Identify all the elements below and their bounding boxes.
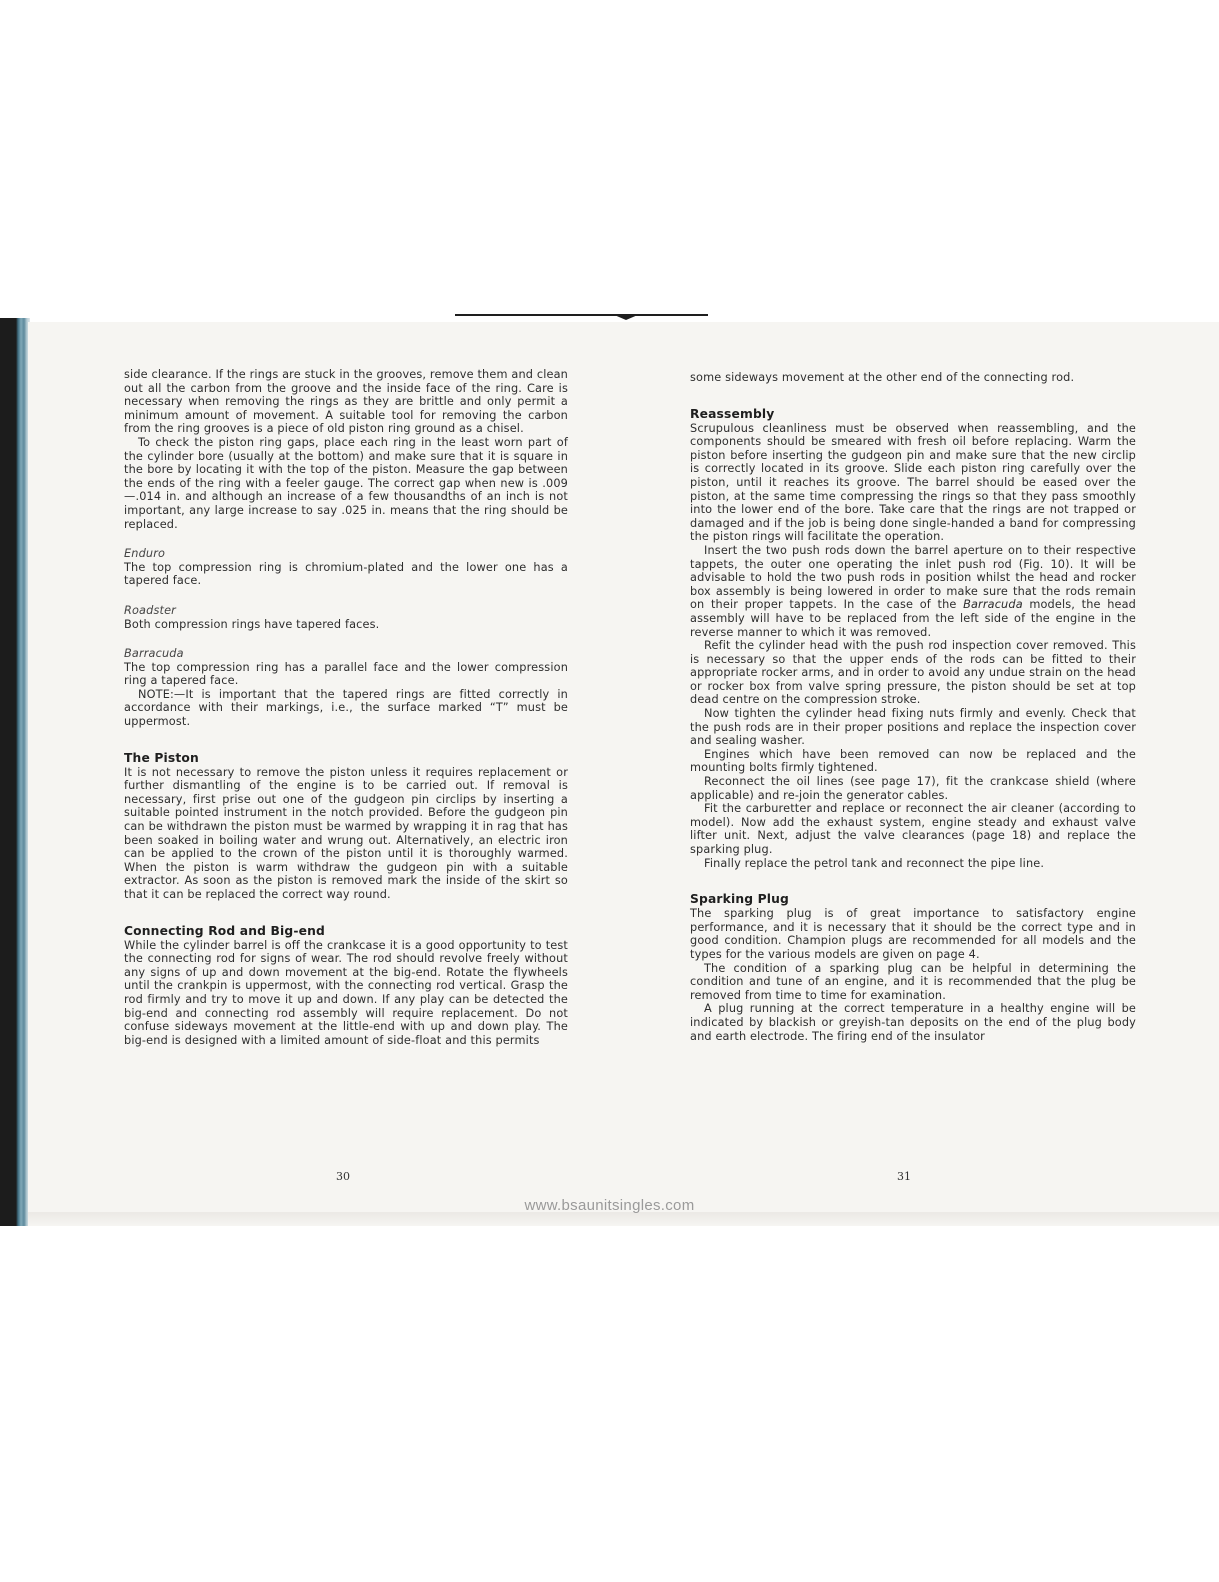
- right-page: [690, 371, 1136, 1043]
- enduro-label: Enduro: [124, 547, 166, 561]
- reassembly-paragraph-1: Scrupulous cleanliness must be observed when reassembling, and the components should be smeared with fresh oil before replacing. Warm the piston before inserting the gudgeon pin and make sure that the new circlip is correctly located in its groove. Slide each piston ring carefully over the piston, until it reaches its groove. The barrel should be eased over the piston, at the same time compressing the rings so that they pass smoothly into the lower end of the bore. Take care that the rings are not trapped or damaged and if the job is being done single-handed a band for compressing the piston rings will facilitate the operation.: [690, 421, 1136, 544]
- reassembly-heading: Reassembly: [690, 406, 775, 421]
- reassembly-paragraph-carburetter: Fit the carburetter and replace or reconnect the air cleaner (according to model). Now add the exhaust system, engine steady and exhaust valve lifter unit. Next, adjust the valve clearances (page 18) and replace the sparking plug.: [690, 802, 1136, 856]
- roadster-label: Roadster: [124, 603, 176, 617]
- push-rods-text-b: models, the head assembly will have to be replaced from the left side of the engine in the reverse manner to which it was removed.: [690, 598, 1136, 639]
- book-spine-edge: [0, 318, 30, 1226]
- sparking-plug-heading: Sparking Plug: [690, 892, 789, 907]
- left-page: [124, 368, 568, 1047]
- right-intro-paragraph: some sideways movement at the other end of the connecting rod.: [690, 371, 1075, 384]
- top-rule-notch: [612, 314, 640, 320]
- reassembly-paragraph-petrol-tank: Finally replace the petrol tank and reconnect the pipe line.: [704, 856, 1045, 870]
- page-number-left: 30: [336, 1170, 350, 1183]
- left-intro-paragraph-2: To check the piston ring gaps, place each ring in the least worn part of the cylinder bore (usually at the bottom) and make sure that it is square in the bore by locating it with the top of the piston. Measure the gap between the ends of the ring with a feeler gauge. The correct gap when new is .009—.014 in. and although an increase of a few thousandths of an inch is not important, any large increase to say .025 in. means that the ring should be replaced.: [124, 435, 568, 531]
- reassembly-push-rods-paragraph: [690, 544, 1136, 639]
- barracuda-text: The top compression ring has a parallel face and the lower compression ring a tapered face.: [124, 660, 568, 688]
- reassembly-paragraph-tighten: Now tighten the cylinder head fixing nuts firmly and evenly. Check that the push rods are in their proper positions and replace the inspection cover and sealing washer.: [690, 707, 1136, 748]
- reassembly-paragraph-engines: Engines which have been removed can now be replaced and the mounting bolts firmly tightened.: [690, 747, 1136, 775]
- website-watermark: www.bsaunitsingles.com: [524, 1197, 695, 1214]
- connecting-rod-text: While the cylinder barrel is off the crankcase it is a good opportunity to test the connecting rod for signs of wear. The rod should revolve freely without any signs of up and down movement at the big-end. Rotate the flywheels until the crankpin is uppermost, with the connecting rod vertical. Grasp the rod firmly and try to move it up and down. If any play can be detected the big-end and connecting rod assembly will require replacement. Do not confuse sideways movement at the little-end with up and down play. The big-end is designed with a limited amount of side-float and this permits: [124, 938, 568, 1047]
- reassembly-paragraph-oil-lines: Reconnect the oil lines (see page 17), fit the crankcase shield (where applicable) and re-join the generator cables.: [690, 775, 1136, 802]
- roadster-text: Both compression rings have tapered faces.: [124, 617, 380, 631]
- barracuda-note: NOTE:—It is important that the tapered rings are fitted correctly in accordance with their markings, i.e., the surface marked “T” must be uppermost.: [124, 687, 568, 729]
- barracuda-label: Barracuda: [124, 647, 184, 661]
- connecting-rod-heading: Connecting Rod and Big-end: [124, 923, 325, 938]
- sparking-plug-paragraph-1: The sparking plug is of great importance to satisfactory engine performance, and it is necessary that it should be the correct type and in good condition. Champion plugs are recommended for all models and the types for the various models are given on page 4.: [690, 907, 1136, 961]
- reassembly-paragraph-refit: Refit the cylinder head with the push rod inspection cover removed. This is necessary so that the upper ends of the rods can be fitted to their appropriate rocker arms, and in order to avoid any undue strain on the head or rocker box from valve spring pressure, the piston should be set at top dead centre on the compression stroke.: [690, 639, 1136, 707]
- page-bottom-shadow: [28, 1212, 1219, 1226]
- enduro-text: The top compression ring is chromium-plated and the lower one has a tapered face.: [124, 560, 568, 588]
- piston-heading: The Piston: [124, 750, 199, 765]
- left-intro-paragraph-1: side clearance. If the rings are stuck in the grooves, remove them and clean out all the carbon from the groove and the inside face of the ring. Care is necessary when removing the rings as they are brittle and only permit a minimum amount of movement. A suitable tool for removing the carbon from the ring grooves is a piece of old piston ring ground as a chisel.: [124, 368, 568, 436]
- page-number-right: 31: [897, 1170, 911, 1183]
- sparking-plug-paragraph-3: A plug running at the correct temperature in a healthy engine will be indicated by blackish or greyish-tan deposits on the end of the plug body and earth electrode. The firing end of the insulator: [690, 1002, 1136, 1043]
- push-rods-model-name: Barracuda: [963, 598, 1023, 612]
- sparking-plug-paragraph-2: The condition of a sparking plug can be helpful in determining the condition and tune of an engine, and it is recommended that the plug be removed from time to time for examination.: [690, 961, 1136, 1002]
- piston-text: It is not necessary to remove the piston unless it requires replacement or further dismantling of the engine is to be carried out. If removal is necessary, first prise out one of the gudgeon pin circlips by inserting a suitable pointed instrument in the notch provided. Before the gudgeon pin can be withdrawn the piston must be warmed by wrapping it in rag that has been soaked in boiling water and wrung out. Alternatively, an electric iron can be applied to the crown of the piston until it is thoroughly warmed. When the piston is warm withdraw the gudgeon pin with a suitable extractor. As soon as the piston is removed mark the inside of the skirt so that it can be replaced the correct way round.: [124, 765, 568, 901]
- push-rods-text-a: Insert the two push rods down the barrel aperture on to their respective tappets, the outer one operating the inlet push rod (Fig. 10). It will be advisable to hold the two push rods in position whilst the head and rocker box assembly is being lowered in order to make sure that the rods remain on their proper tappets. In the case of the: [690, 543, 1136, 612]
- top-rule-line: [455, 314, 708, 316]
